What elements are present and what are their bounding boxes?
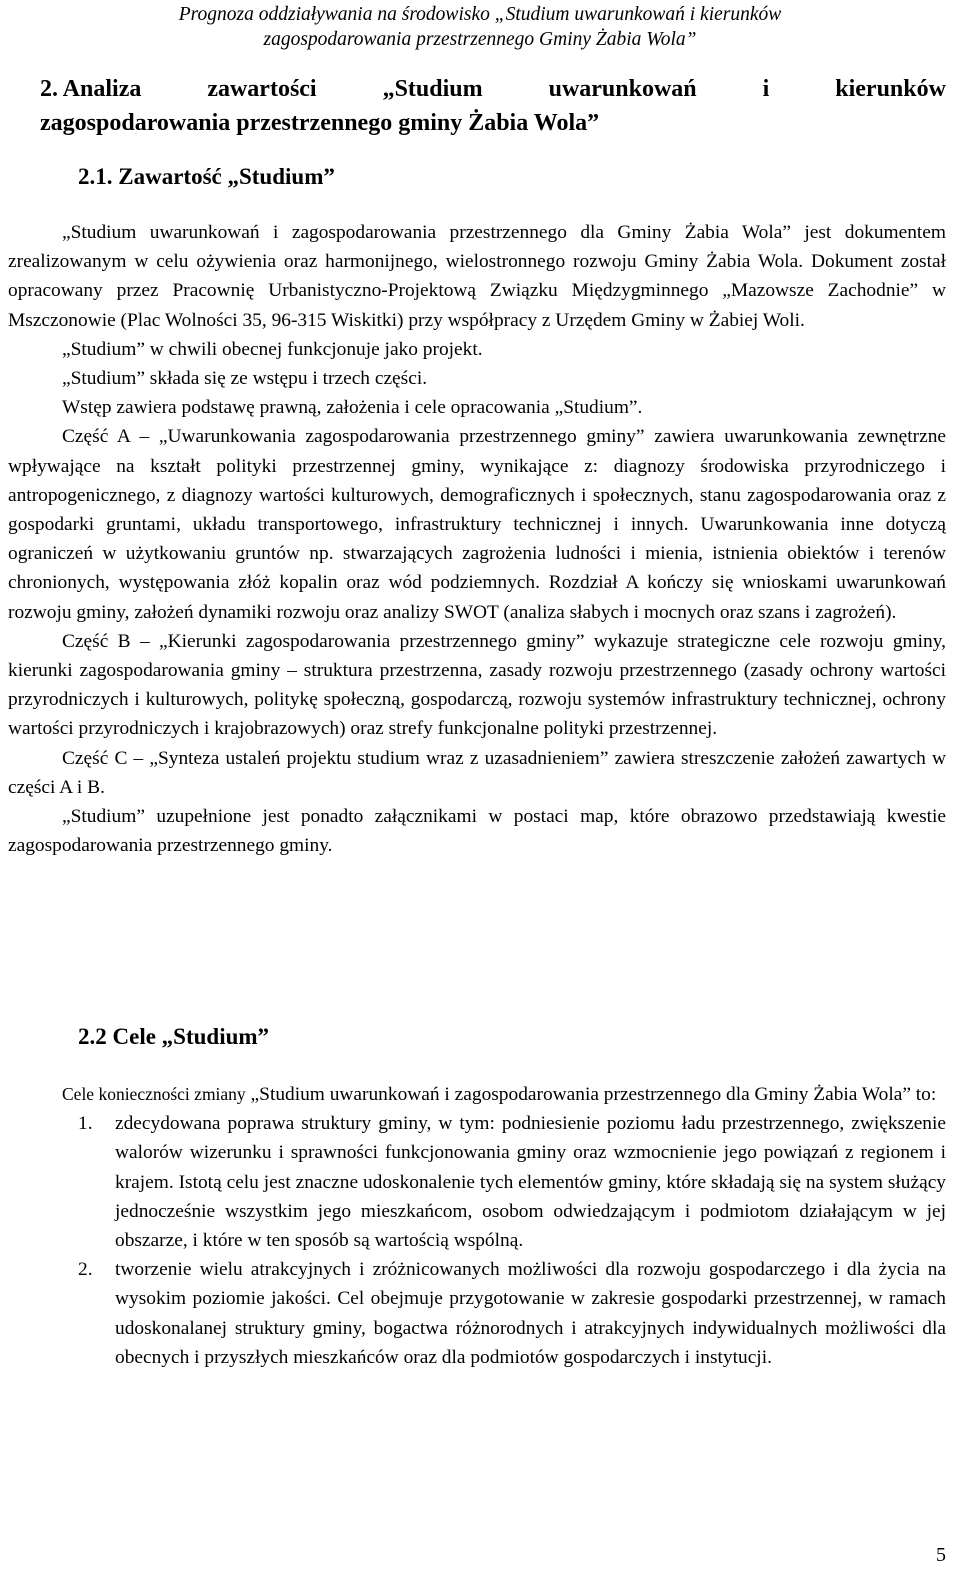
goals-intro [8, 1080, 946, 1109]
section-2-2-heading: 2.2 Cele „Studium” [78, 1024, 270, 1049]
heading-word: zawartości [207, 76, 317, 102]
section-2-heading [40, 72, 946, 140]
heading-word: kierunków [835, 76, 946, 102]
paragraph: Część C – „Synteza ustaleń projektu studium wraz z uzasadnieniem” zawiera streszczenie założeń zawartych w części A i B. [8, 747, 946, 798]
paragraph: Część B – „Kierunki zagospodarowania przestrzennego gminy” wykazuje strategiczne cele rozwoju gminy, kierunki zagospodarowania gminy – struktura przestrzenna, zasady rozwoju przestrzennego (zasady ochrony wartości przyrodniczych i kulturowych, politykę społeczną, gospodarczą, rozwoju systemów infrastruktury technicznej, ochrony wartości przyrodniczych i krajobrazowych) oraz strefy funkcjonalne polityki przestrzennej. [8, 630, 946, 740]
list-item-number: 2. [78, 1259, 93, 1281]
list-item-number: 1. [78, 1113, 93, 1135]
paragraph: „Studium uwarunkowań i zagospodarowania przestrzennego dla Gminy Żabia Wola” jest dokumentem zrealizowanym w celu ożywienia oraz harmonijnego, wielostronnego rozwoju Gminy Żabia Wola. Dokument został opracowany przez Pracownię Urbanistyczno-Projektową Związku Międzygminnego „Mazowsze Zachodnie” w Mszczonowie (Plac Wolności 35, 96-315 Wiskitki) przy współpracy z Urzędem Gminy w Żabiej Woli. [8, 222, 946, 331]
paragraph: „Studium” w chwili obecnej funkcjonuje jako projekt. [62, 338, 483, 360]
list-item-text: tworzenie wielu atrakcyjnych i zróżnicowanych możliwości dla rozwoju gospodarczego i dla życia na wysokim poziomie jakości. Cel obejmuje przygotowanie w zakresie gospodarki przestrzennej, w ramach udoskonalanej struktury gminy, bogactwa różnorodnych i atrakcyjnych indywidualnych możliwości dla obecnych i przyszłych mieszkańców oraz dla podmiotów gospodarczych i instytucji. [115, 1259, 946, 1368]
heading-word: 2. Analiza [40, 76, 142, 102]
paragraph: Wstęp zawiera podstawę prawną, założenia i cele opracowania „Studium”. [62, 397, 643, 419]
goals-intro-rest: „Studium uwarunkowań i zagospodarowania przestrzennego dla Gminy Żabia Wola” to: [250, 1084, 937, 1105]
page-number: 5 [936, 1544, 946, 1566]
goals-list [8, 1109, 946, 1372]
heading-word: „Studium [382, 76, 483, 102]
list-item [8, 1255, 946, 1372]
heading-word: uwarunkowań [548, 76, 697, 102]
list-item-text: zdecydowana poprawa struktury gminy, w tym: podniesienie poziomu ładu przestrzennego, zwiększenie walorów wizerunku i sprawności funkcjonowania gminy oraz wzmocnienie jego powiązań z regionem i krajem. Istotą celu jest znaczne udoskonalenie tych elementów gminy, które składają się na system służący jednocześnie wszystkim jego mieszkańcom, osobom odwiedzającym i podmiotom działającym w jej obszarze, i które w ten sposób są wartością wspólną. [115, 1113, 946, 1252]
section-2-heading-line-2: zagospodarowania przestrzennego gminy Żabia Wola” [40, 110, 600, 136]
heading-word: i [762, 76, 770, 102]
section-2-2-body [8, 1080, 946, 1372]
running-header-line-2: zagospodarowania przestrzennego Gminy Żabia Wola” [263, 29, 697, 50]
section-2-1-heading: 2.1. Zawartość „Studium” [78, 164, 335, 189]
list-item [8, 1109, 946, 1255]
section-2-1-body [8, 218, 946, 860]
paragraph: „Studium” uzupełnione jest ponadto załącznikami w postaci map, które obrazowo przedstawiają kwestie zagospodarowania przestrzennego gminy. [8, 806, 946, 857]
running-header-line-1: Prognoza oddziaływania na środowisko „Studium uwarunkowań i kierunków [178, 4, 782, 25]
paragraph: Część A – „Uwarunkowania zagospodarowania przestrzennego gminy” zawiera uwarunkowania zewnętrzne wpływające na kształt polityki przestrzennej gminy, wynikające z: diagnozy środowiska przyrodniczego i antropogenicznego, z diagnozy wartości kulturowych, demograficznych i społecznych, stanu zagospodarowania oraz z gospodarki gruntami, układu transportowego, infrastruktury technicznej i innych. Uwarunkowania inne dotyczą ograniczeń w użytkowaniu gruntów np. stwarzających zagrożenia ludności i mienia, istnienia obiektów i terenów chronionych, występowania złóż kopalin oraz wód podziemnych. Rozdział A kończy się wnioskami uwarunkowań rozwoju gminy, założeń dynamiki rozwoju oraz analizy SWOT (analiza słabych i mocnych oraz szans i zagrożeń). [8, 426, 946, 623]
section-2-heading-line-1 [40, 72, 946, 106]
running-header [0, 2, 960, 52]
paragraph: „Studium” składa się ze wstępu i trzech części. [62, 368, 428, 390]
goals-intro-lead: Cele konieczności zmiany [62, 1084, 246, 1104]
